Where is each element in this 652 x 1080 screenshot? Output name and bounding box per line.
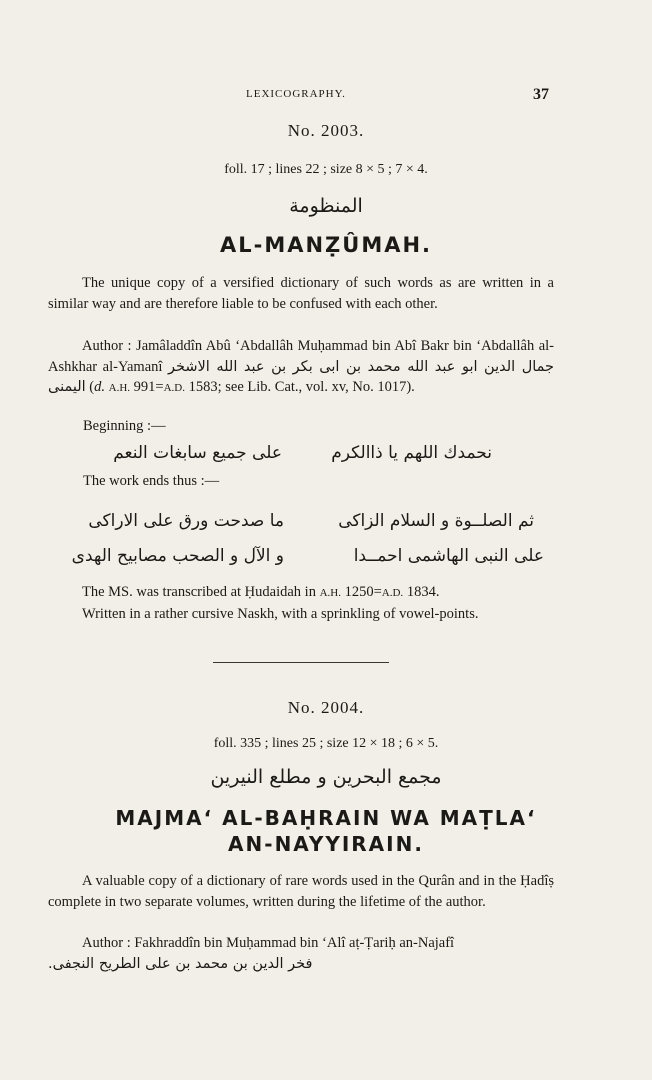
entry-physical-description: foll. 335 ; lines 25 ; size 12 × 18 ; 6 × 5. (213, 736, 439, 751)
author-dates-ah: 991= (133, 379, 164, 395)
author-name: Fakhraddîn bin Muḥammad bin ‘Alî aṭ-Ṭariḥ an-Najafî (134, 935, 455, 951)
entry-description (48, 871, 554, 912)
author-name-arabic: فخر الدين بن محمد بن على الطريح النجفى. (48, 955, 313, 972)
ending-verse-1-left: ما صدحت ورق على الاراكى (88, 511, 284, 531)
colophon-year: 1250= (344, 584, 382, 600)
entry-title: AL-MANẒÛMAH. (219, 233, 433, 257)
author-label: Author : (82, 338, 132, 354)
page-header (0, 86, 652, 108)
beginning-verse-left: على جميع سابغات النعم (113, 443, 282, 463)
colophon-ad-label: A.D. (381, 587, 404, 599)
ends-label: The work ends thus :— (83, 473, 220, 489)
ending-verse-2-left: و الآل و الصحب مصابيح الهدى (71, 546, 284, 566)
author-name-arabic: جمال الدين ابو عبد الله محمد بن ابى بكر بن عبد الله الاشخر اليمنى (48, 358, 555, 395)
entry-number: No. 2004. (287, 698, 365, 717)
colophon-paragraph (48, 582, 554, 624)
entry-title-line-1: MAJMA‘ AL-BAḤRAIN WA MAṬLA‘ (115, 806, 537, 830)
beginning-verse-right: نحمدك اللهم يا ذاالكرم (331, 443, 492, 463)
beginning-label: Beginning :— (83, 418, 166, 434)
author-paragraph (48, 933, 554, 974)
entry-physical-description: foll. 17 ; lines 22 ; size 8 × 5 ; 7 × 4. (224, 162, 428, 177)
author-dates-d: d. (94, 379, 106, 395)
description-text: The unique copy of a versified dictionary of such words as are written in a similar way and are therefore liable to be confused with each other. (48, 275, 554, 312)
script-note: Written in a rather cursive Naskh, with a sprinkling of vowel-points. (82, 605, 479, 622)
author-arabic-line (48, 954, 554, 975)
section-divider (213, 662, 389, 663)
running-title: LEXICOGRAPHY. (246, 88, 346, 100)
ending-verse-1-right: ثم الصلــوة و السلام الزاكى (338, 511, 534, 531)
author-dates-ah-label: A.H. (108, 382, 131, 394)
author-dates-open: ( (89, 379, 95, 395)
author-label: Author : (82, 935, 131, 951)
author-line (48, 336, 554, 399)
colophon-line (48, 582, 554, 604)
arabic-title: المنظومة (289, 195, 363, 217)
author-name: Jamâladdîn Abû ‘Abdallâh Muḥammad bin Abî Bakr bin ‘Abdallâh al-Ashkhar al-Yamanî (48, 338, 554, 375)
colophon-ad-year: 1834. (406, 584, 440, 600)
author-dates-ad-label: A.D. (163, 382, 185, 394)
ending-verse-2-right: على النبى الهاشمى احمــدا (353, 546, 544, 566)
colophon-text: The MS. was transcribed at Ḥudaidah in (82, 584, 316, 600)
entry-number: No. 2003. (287, 121, 365, 140)
entry-description (48, 273, 554, 314)
author-paragraph (48, 336, 554, 399)
entry-title-line-2: AN-NAYYIRAIN. (228, 832, 424, 856)
author-dates-rest: 1583; see Lib. Cat., vol. xv, No. 1017). (188, 379, 415, 395)
author-line (48, 933, 554, 954)
arabic-title: مجمع البحرين و مطلع النيرين (210, 766, 442, 788)
colophon-ah-label: A.H. (319, 587, 341, 599)
page-number: 37 (533, 86, 549, 103)
description-text: A valuable copy of a dictionary of rare words used in the Qurân and in the Ḥadîṣ complete in two separate volumes, written during the lifetime of the author. (48, 873, 554, 910)
